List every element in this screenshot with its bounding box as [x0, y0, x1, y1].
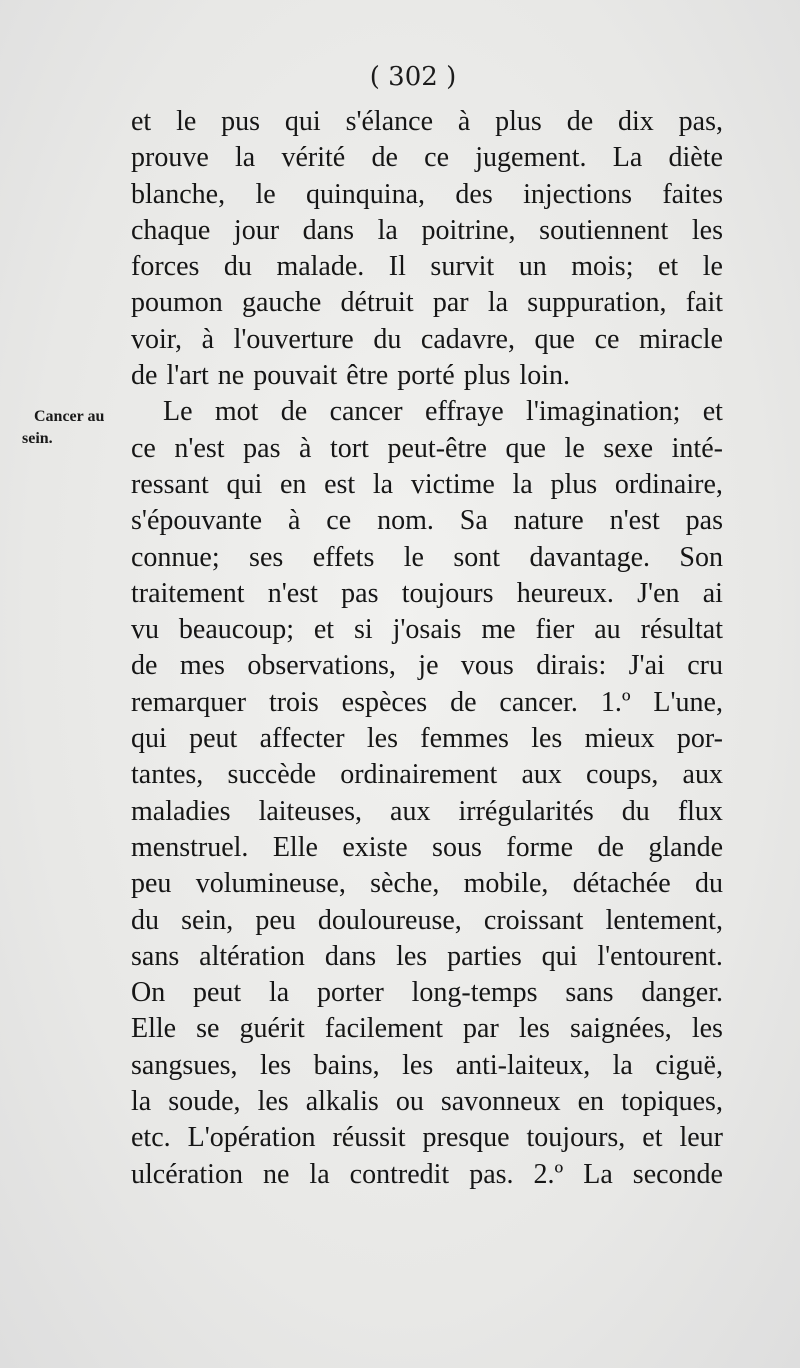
word: porté [397, 360, 455, 392]
word: peu [131, 868, 172, 900]
page-number: ( 302 ) [369, 62, 457, 92]
word: nature [513, 505, 584, 537]
word: affecter [259, 723, 345, 755]
word: lentement, [605, 904, 723, 936]
word: glande [648, 831, 723, 863]
word: que [534, 323, 575, 355]
word: à [201, 323, 215, 355]
word: topiques, [621, 1086, 723, 1118]
word: les [402, 1049, 434, 1081]
word: presque [422, 1122, 510, 1154]
word: vérité [281, 142, 346, 174]
word: soutiennent [539, 214, 669, 246]
word: du [373, 323, 402, 355]
word: laiteuses, [258, 795, 362, 827]
word: ou [395, 1086, 424, 1118]
word: sont [453, 541, 501, 573]
word: alkalis [305, 1086, 379, 1118]
word: loin. [519, 360, 570, 392]
word: soude, [168, 1086, 241, 1118]
text-line [131, 358, 723, 394]
word: dirais: [536, 650, 607, 682]
word: l'entourent. [597, 940, 723, 972]
word: le [702, 251, 723, 283]
word: toujours [401, 577, 494, 609]
word: ordinairement [340, 759, 498, 791]
word: se [196, 1013, 220, 1045]
text-line [131, 1084, 723, 1120]
word: ne [217, 360, 245, 392]
word: n'est [609, 505, 660, 537]
word: qui [284, 106, 321, 137]
word: douloureuse, [317, 904, 462, 936]
word: s'élance [345, 106, 433, 137]
text-line [131, 394, 723, 430]
word: altération [199, 940, 305, 972]
word: por- [676, 723, 723, 755]
word: injections [523, 178, 632, 210]
word: 1.º [600, 686, 631, 718]
body-text [131, 104, 723, 1193]
word: anti-laiteux, [455, 1049, 591, 1081]
word: du [621, 795, 650, 827]
word: pus [221, 106, 261, 137]
word: espèces [341, 686, 428, 718]
word: détachée [572, 868, 671, 900]
word: mes [179, 650, 225, 682]
word: quinquina, [306, 178, 426, 210]
word: de [131, 650, 158, 682]
word: heureux. [516, 577, 614, 609]
word: à [287, 505, 301, 537]
word: fier [535, 614, 575, 646]
word: ulcération [131, 1158, 243, 1190]
word: les [531, 723, 563, 755]
text-line [131, 1157, 723, 1193]
word: vu [131, 614, 159, 646]
word: sous [432, 831, 482, 863]
word: détruit [340, 287, 414, 319]
word: la [268, 977, 290, 1009]
text-line [131, 721, 723, 757]
text-line [131, 540, 723, 576]
word: porter [316, 977, 384, 1009]
text-line [131, 467, 723, 503]
word: un [518, 251, 547, 283]
word: aux [521, 759, 562, 791]
word: l'art [166, 360, 209, 392]
word: ressant [131, 468, 209, 500]
word: contredit [349, 1158, 450, 1190]
word: l'imagination; [526, 396, 681, 428]
word: qui [226, 468, 263, 500]
word: et [131, 106, 152, 137]
word: qui [131, 723, 167, 755]
word: irrégularités [458, 795, 594, 827]
word: mobile, [463, 868, 549, 900]
word: existe [342, 831, 408, 863]
word: le [564, 432, 585, 464]
word: que [505, 432, 546, 464]
word: de [450, 686, 477, 718]
word: forces [131, 251, 200, 283]
word: l'ouverture [233, 323, 354, 355]
word: bains, [313, 1049, 380, 1081]
word: La [612, 142, 643, 174]
word: ciguë, [655, 1049, 723, 1081]
word: La [583, 1158, 613, 1190]
word: en [577, 1086, 605, 1118]
word: sexe [603, 432, 654, 464]
text-line [131, 612, 723, 648]
word: ce [326, 505, 352, 537]
word: coups, [586, 759, 659, 791]
word: Son [679, 541, 723, 573]
word: J'en [637, 577, 680, 609]
text-line [131, 285, 723, 321]
word: On [131, 977, 166, 1009]
text-line [131, 431, 723, 467]
word: la [487, 287, 509, 319]
text-line [131, 648, 723, 684]
word: facilement [324, 1013, 443, 1045]
word: qui [541, 940, 578, 972]
word: nom. [377, 505, 434, 537]
word: fait [685, 287, 723, 319]
word: aux [390, 795, 431, 827]
word: cru [687, 650, 723, 682]
word: dix [618, 106, 654, 137]
word: guérit [239, 1013, 305, 1045]
word: la [131, 1086, 152, 1118]
word: menstruel. [131, 831, 249, 863]
text-line [131, 104, 723, 140]
word: du [223, 251, 252, 283]
word: ses [249, 541, 284, 573]
word: ce [424, 142, 450, 174]
word: de [371, 142, 398, 174]
word: long-temps [411, 977, 538, 1009]
word: parties [447, 940, 522, 972]
text-line [131, 685, 723, 721]
word: effraye [424, 396, 504, 428]
text-line [131, 903, 723, 939]
word: observations, [247, 650, 396, 682]
word: blanche, [131, 178, 226, 210]
word: volumineuse, [195, 868, 346, 900]
word: victime [410, 468, 495, 500]
word: les [396, 940, 428, 972]
text-line [131, 866, 723, 902]
word: seconde [632, 1158, 723, 1190]
word: des [455, 178, 493, 210]
word: résultat [640, 614, 723, 646]
word: faites [662, 178, 723, 210]
word: traitement [131, 577, 245, 609]
word: 2.º [533, 1158, 564, 1190]
word: la [235, 142, 256, 174]
word: le [255, 178, 276, 210]
word: jour [233, 214, 280, 246]
word: du [694, 868, 723, 900]
word: diète [668, 142, 723, 174]
word: ordinaire, [614, 468, 723, 500]
word: de [131, 360, 158, 392]
text-line [131, 213, 723, 249]
word: les [260, 1049, 292, 1081]
word: Il [388, 251, 406, 283]
word: et [642, 1122, 663, 1154]
word: cancer [329, 396, 403, 428]
word: mois; [571, 251, 634, 283]
word: prouve [131, 142, 209, 174]
word: la [309, 1158, 330, 1190]
word: la [612, 1049, 633, 1081]
text-line [131, 1048, 723, 1084]
word: la [372, 468, 394, 500]
word: cadavre, [420, 323, 515, 355]
word: maladies [131, 795, 231, 827]
word: mot [214, 396, 259, 428]
word: peu [255, 904, 296, 936]
word: Elle [272, 831, 318, 863]
word: poitrine, [421, 214, 516, 246]
word: sèche, [370, 868, 440, 900]
word: davantage. [529, 541, 650, 573]
word: tort [330, 432, 369, 464]
word: les [257, 1086, 289, 1118]
word: vous [460, 650, 514, 682]
word: Le [163, 396, 193, 428]
word: les [518, 1013, 550, 1045]
word: cancer. [499, 686, 578, 718]
word: miracle [639, 323, 723, 355]
word: par [463, 1013, 499, 1045]
text-line [131, 794, 723, 830]
word: dans [324, 940, 377, 972]
word: au [594, 614, 621, 646]
word: en [279, 468, 307, 500]
word: savonneux [440, 1086, 561, 1118]
word: remarquer [131, 686, 247, 718]
word: survit [430, 251, 495, 283]
word: pas [685, 505, 723, 537]
word: être [346, 360, 389, 392]
word: la [512, 468, 533, 500]
word: à [299, 432, 312, 464]
word: ce [594, 323, 620, 355]
word: et [702, 396, 723, 428]
word: me [481, 614, 516, 646]
word: par [432, 287, 469, 319]
word: ne [262, 1158, 290, 1190]
word: aux [682, 759, 723, 791]
text-line [131, 1120, 723, 1156]
word: sans [565, 977, 614, 1009]
text-line [131, 830, 723, 866]
word: malade. [276, 251, 365, 283]
text-line [131, 140, 723, 176]
word: succède [227, 759, 317, 791]
word: leur [679, 1122, 723, 1154]
word: ce [131, 432, 156, 464]
word: n'est [174, 432, 225, 464]
word: Sa [459, 505, 488, 537]
word: pas. [469, 1158, 514, 1190]
word: pouvait [253, 360, 338, 392]
word: du [131, 904, 159, 936]
word: je [418, 650, 439, 682]
text-line [131, 757, 723, 793]
word: et [657, 251, 679, 283]
word: etc. [131, 1122, 171, 1154]
word: et [313, 614, 335, 646]
word: voir, [131, 323, 182, 355]
word: saignées, [569, 1013, 672, 1045]
word: pas [243, 432, 281, 464]
word: mieux [584, 723, 655, 755]
word: trois [268, 686, 319, 718]
word: inté- [671, 432, 723, 464]
word: les [366, 723, 398, 755]
word: croissant [483, 904, 584, 936]
word: J'ai [628, 650, 665, 682]
word: pas [341, 577, 379, 609]
text-line [131, 975, 723, 1011]
word: danger. [641, 977, 723, 1009]
text-line [131, 503, 723, 539]
margin-note-line-2: sein. [22, 430, 53, 447]
word: les [691, 1013, 723, 1045]
word: gauche [242, 287, 322, 319]
word: plus [463, 360, 511, 392]
word: flux [677, 795, 723, 827]
word: L'une, [653, 686, 723, 718]
word: peut [189, 723, 238, 755]
word: de [566, 106, 594, 137]
word: est [324, 468, 356, 500]
word: sans [131, 940, 180, 972]
word: femmes [420, 723, 509, 755]
word: tantes, [131, 759, 204, 791]
text-line [131, 177, 723, 213]
text-line [131, 939, 723, 975]
word: effets [312, 541, 375, 573]
word: le [403, 541, 424, 573]
word: ai [702, 577, 723, 609]
word: poumon [131, 287, 223, 319]
word: peut [193, 977, 242, 1009]
margin-note-line-1: Cancer au [34, 408, 105, 425]
text-line [131, 576, 723, 612]
word: plus [550, 468, 598, 500]
word: à [457, 106, 471, 137]
word: de [597, 831, 624, 863]
word: j'osais [392, 614, 462, 646]
word: s'épouvante [131, 505, 263, 537]
word: toujours, [526, 1122, 626, 1154]
word: de [280, 396, 308, 428]
word: peut-être [387, 432, 487, 464]
word: réussit [332, 1122, 406, 1154]
text-line [131, 322, 723, 358]
text-line [131, 1011, 723, 1047]
text-line [131, 249, 723, 285]
word: sein, [181, 904, 234, 936]
word: L'opération [187, 1122, 316, 1154]
word: beaucoup; [178, 614, 294, 646]
word: forme [506, 831, 574, 863]
word: Elle [131, 1013, 177, 1045]
word: la [377, 214, 398, 246]
word: chaque [131, 214, 211, 246]
word: les [691, 214, 723, 246]
word: pas, [678, 106, 723, 137]
word: suppuration, [527, 287, 667, 319]
word: n'est [267, 577, 318, 609]
word: plus [495, 106, 542, 137]
word: le [176, 106, 197, 137]
word: dans [302, 214, 354, 246]
word: sangsues, [131, 1049, 238, 1081]
word: connue; [131, 541, 220, 573]
word: jugement. [475, 142, 587, 174]
word: si [354, 614, 373, 646]
